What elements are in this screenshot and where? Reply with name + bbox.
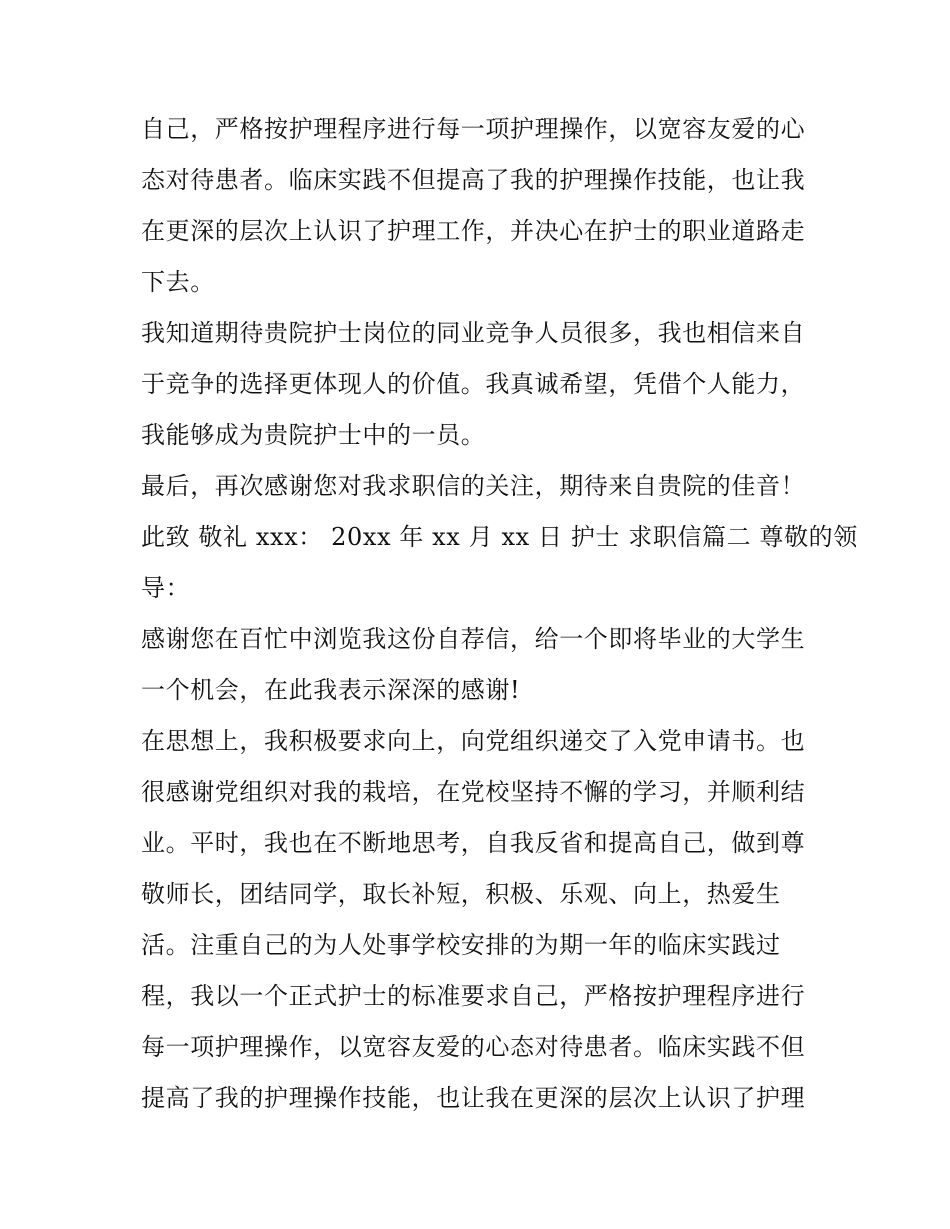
text-line: 下去。 <box>141 268 215 296</box>
text-line: 提高了我的护理操作技能，也让我在更深的层次上认识了护理 <box>141 1084 806 1112</box>
text-line: 态对待患者。临床实践不但提高了我的护理操作技能，也让我 <box>141 166 806 194</box>
text-line: 于竞争的选择更体现人的价值。我真诚希望，凭借个人能力， <box>141 370 806 398</box>
body-text <box>141 104 858 1124</box>
text-line: 很感谢党组织对我的栽培，在党校坚持不懈的学习，并顺利结 <box>141 778 806 806</box>
text-line: 我知道期待贵院护士岗位的同业竞争人员很多，我也相信来自 <box>141 319 806 347</box>
text-line: 业。平时，我也在不断地思考，自我反省和提高自己，做到尊 <box>141 829 806 857</box>
text-line: 在更深的层次上认识了护理工作，并决心在护士的职业道路走 <box>141 217 806 245</box>
text-line: 感谢您在百忙中浏览我这份自荐信，给一个即将毕业的大学生 <box>141 625 806 653</box>
text-line: 最后，再次感谢您对我求职信的关注，期待来自贵院的佳音！ <box>141 472 806 500</box>
text-line: 导： <box>141 574 191 602</box>
text-line: 自己，严格按护理程序进行每一项护理操作，以宽容友爱的心 <box>141 115 806 143</box>
text-line: 敬师长，团结同学，取长补短，积极、乐观、向上，热爱生 <box>141 880 781 908</box>
text-line: 此致 敬礼 xxx： 20xx 年 xx 月 xx 日 护士 求职信篇二 尊敬的领 <box>141 523 858 551</box>
text-line: 每一项护理操作，以宽容友爱的心态对待患者。临床实践不但 <box>141 1033 806 1061</box>
text-line: 一个机会，在此我表示深深的感谢! <box>141 676 521 704</box>
text-line: 活。注重自己的为人处事学校安排的为期一年的临床实践过 <box>141 931 781 959</box>
text-line: 程，我以一个正式护士的标准要求自己，严格按护理程序进行 <box>141 982 806 1010</box>
text-line: 我能够成为贵院护士中的一员。 <box>141 421 486 449</box>
text-line: 在思想上，我积极要求向上，向党组织递交了入党申请书。也 <box>141 727 806 755</box>
